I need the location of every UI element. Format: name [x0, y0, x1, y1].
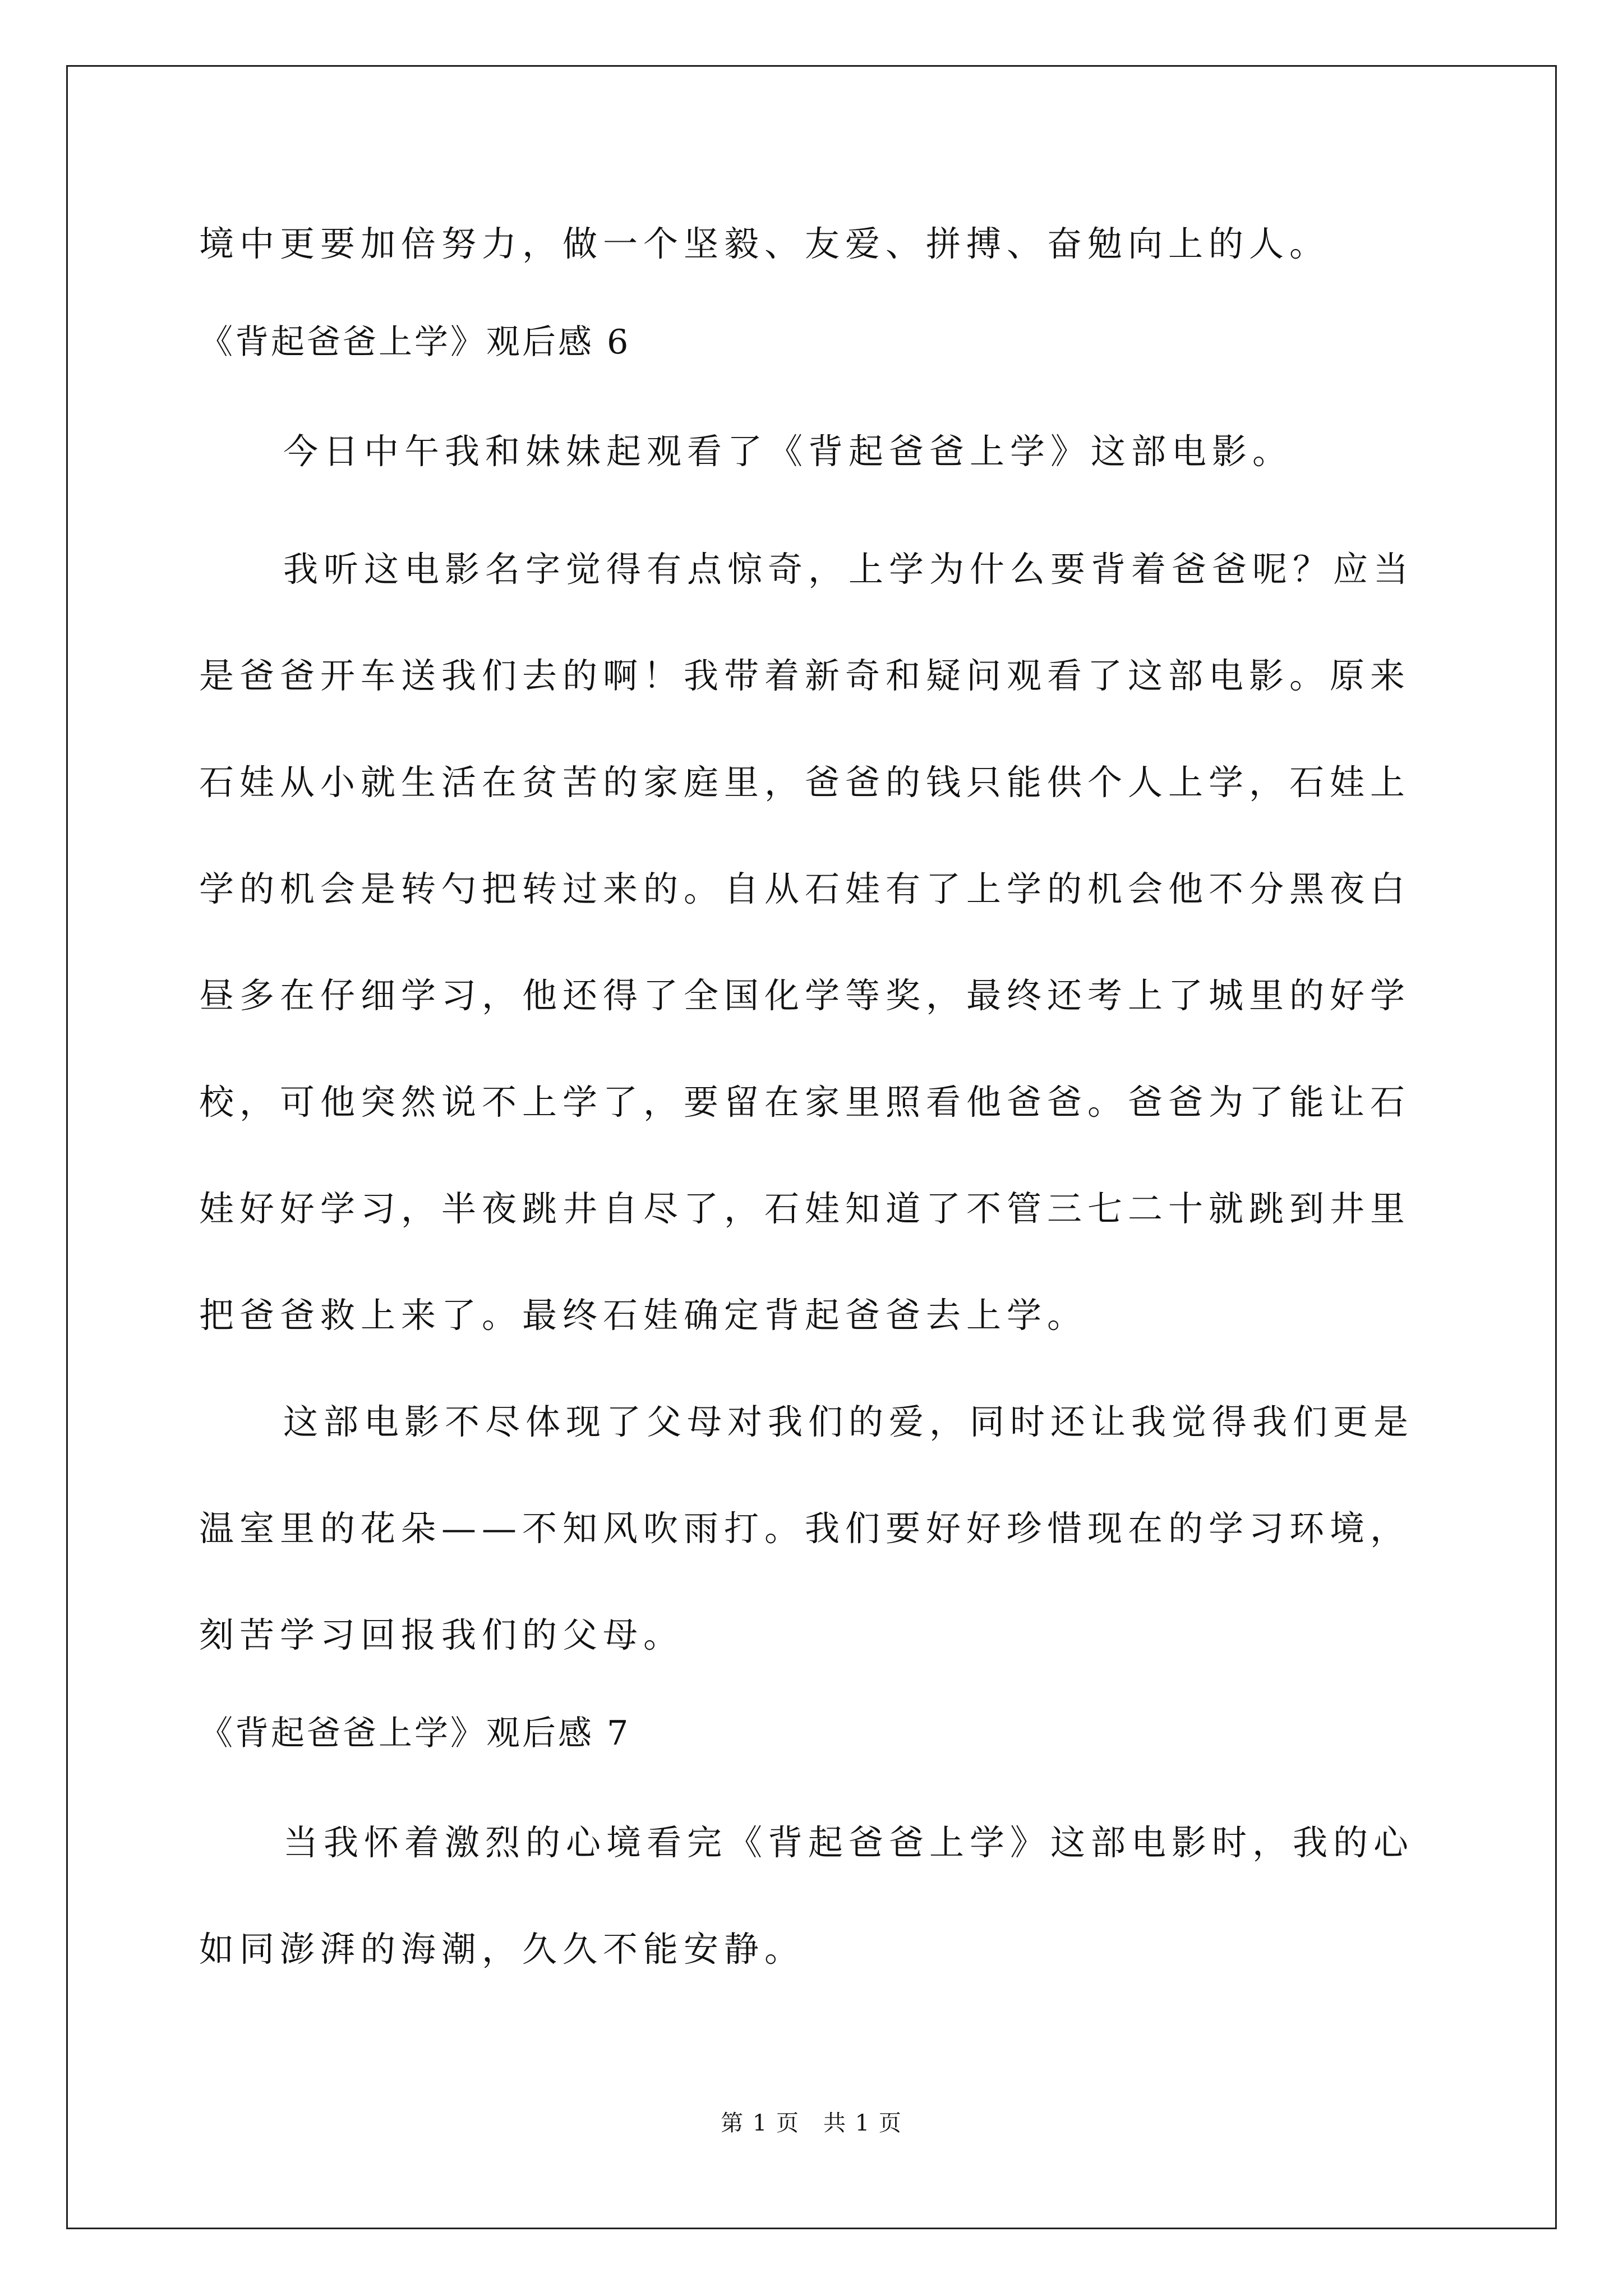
- paragraph-line: 把爸爸救上来了。最终石娃确定背起爸爸去上学。: [199, 1295, 1088, 1336]
- paragraph-line: 如同澎湃的海潮，久久不能安静。: [199, 1929, 805, 1970]
- paragraph-line: 刻苦学习回报我们的父母。: [199, 1614, 684, 1655]
- paragraph-line: 石娃从小就生活在贫苦的家庭里，爸爸的钱只能供个人上学，石娃上: [199, 762, 1411, 803]
- paragraph-line: 这部电影不尽体现了父母对我们的爱，同时还让我觉得我们更是: [283, 1401, 1414, 1442]
- page-border: [66, 65, 1557, 2229]
- section-heading-7: 《背起爸爸上学》观后感 7: [199, 1714, 631, 1753]
- paragraph-line: 学的机会是转勺把转过来的。自从石娃有了上学的机会他不分黑夜白: [199, 868, 1411, 909]
- section-heading-6: 《背起爸爸上学》观后感 6: [199, 323, 631, 362]
- page-footer: 第 1 页 共 1 页: [721, 2110, 902, 2136]
- paragraph-line: 娃好好学习，半夜跳井自尽了，石娃知道了不管三七二十就跳到井里: [199, 1188, 1411, 1229]
- paragraph-line: 是爸爸开车送我们去的啊！我带着新奇和疑问观看了这部电影。原来: [199, 655, 1411, 696]
- paragraph-line: 当我怀着激烈的心境看完《背起爸爸上学》这部电影时，我的心: [283, 1822, 1414, 1863]
- paragraph-line: 我听这电影名字觉得有点惊奇，上学为什么要背着爸爸呢？应当: [283, 549, 1414, 590]
- paragraph-line: 今日中午我和妹妹起观看了《背起爸爸上学》这部电影。: [283, 431, 1293, 472]
- paragraph-line: 境中更要加倍努力，做一个坚毅、友爱、拼搏、奋勉向上的人。: [199, 223, 1330, 264]
- paragraph-line: 昼多在仔细学习，他还得了全国化学等奖，最终还考上了城里的好学: [199, 975, 1411, 1016]
- paragraph-line: 温室里的花朵——不知风吹雨打。我们要好好珍惜现在的学习环境，: [199, 1508, 1411, 1549]
- paragraph-line: 校，可他突然说不上学了，要留在家里照看他爸爸。爸爸为了能让石: [199, 1082, 1411, 1122]
